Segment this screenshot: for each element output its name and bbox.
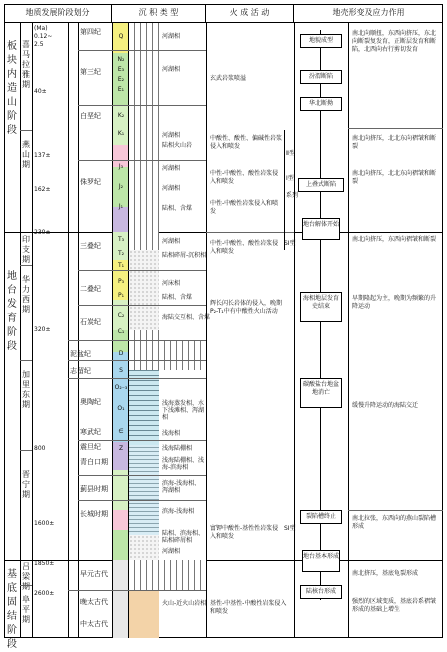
sub-divider — [20, 265, 32, 266]
lithology-column — [129, 445, 159, 535]
row-line — [78, 160, 206, 161]
deposit-label: 滨海-浅海相、泻湖相 — [162, 480, 201, 494]
subperiod-label: 阜平期 — [22, 595, 30, 624]
col-divider — [20, 22, 21, 638]
age-tick: 320± — [34, 326, 51, 333]
deposit-label: 河湖相 — [162, 185, 181, 192]
deposit-label: 浅海陆棚相 — [162, 445, 193, 452]
stress-note: 南北挤压，基底龟裂形成 — [352, 570, 419, 577]
structure-box: 地台解体开始 — [302, 218, 340, 240]
age-tick: 1850± — [34, 560, 55, 567]
structure-box: 陆核台形成 — [300, 585, 342, 599]
structure-box: 地貌成型 — [300, 34, 342, 48]
strata-code: J₁ — [118, 203, 124, 210]
sub-divider — [20, 130, 32, 131]
header-stage: 地质发展阶段划分 — [4, 4, 112, 22]
strata-system: 白垩纪 — [80, 112, 101, 120]
stress-note: 南北向挤压，北北东向褶皱和断裂 — [352, 170, 437, 185]
strata-code: N₂ — [117, 56, 125, 63]
stress-note: 缓慢升降运动的海陆交迁 — [352, 402, 419, 409]
row-line — [68, 590, 206, 591]
strata-system: 晚太古代 — [80, 598, 108, 606]
volcanic-note: 中酸性、酸性、偏碱性岩浆侵入和喷发 — [210, 135, 283, 150]
strata-system: 志留纪 — [70, 367, 91, 375]
volcanic-note: 中性-中酸性岩浆侵入和喷发 — [210, 200, 279, 215]
strata-system: 三叠纪 — [80, 242, 101, 250]
table-frame — [4, 4, 443, 650]
header-divider — [4, 22, 443, 23]
age-tick: 800 — [34, 445, 46, 452]
col-divider — [78, 22, 79, 638]
col-divider — [32, 22, 33, 638]
subperiod-label: 华力西期 — [22, 275, 30, 314]
structure-box: 地台基本形成 — [302, 550, 340, 572]
strata-system: 石炭纪 — [80, 318, 101, 326]
stress-note: 强烈的区域变质，基底岩系褶皱形成的基础上增生 — [352, 598, 437, 613]
strat-fill — [113, 207, 128, 232]
stress-note: 南北拉张，东西向的燕山裂陷槽形成 — [352, 515, 437, 530]
deposit-label: 火山-近火山岩相 — [162, 600, 207, 607]
deposit-label: 滨海-浅海相 — [162, 508, 195, 515]
deposit-label: 河床相 — [162, 280, 181, 287]
strata-code: C₁ — [117, 328, 125, 335]
strata-code: E₂ — [117, 76, 125, 83]
deposit-label: 海陆交互相、含煤 — [162, 314, 211, 321]
strata-code: Z — [118, 445, 124, 452]
subperiod-label: 吕梁期 — [22, 562, 30, 591]
structure-box: 裂陷槽终止 — [300, 510, 342, 524]
deposit-label: 浅海蒸发相、水下浅滩相、泻湖相 — [162, 400, 205, 421]
age-tick: 40± — [34, 88, 47, 95]
strata-system: 青白口期 — [80, 458, 108, 466]
volcanic-tag: SI型 — [284, 525, 296, 532]
strata-system: 中太古代 — [80, 620, 108, 628]
strata-code: P₁ — [117, 292, 125, 299]
strata-code: Q — [118, 33, 124, 40]
row-line — [348, 510, 443, 511]
era-label: 基底固结阶段 — [7, 569, 17, 650]
header-volcanic: 火 成 活 动 — [206, 4, 294, 22]
stress-note: 南北向顺扭，东西向挤压，东北向断裂复发育，正断层发育和断陷，北西向右行剪切发育 — [352, 30, 437, 53]
age-tick: 137± — [34, 152, 51, 159]
strata-code: D — [118, 350, 124, 357]
volcanic-tag: 系列 — [286, 192, 299, 199]
strata-code: J₂ — [118, 183, 124, 190]
header-structure: 地壳形变及应力作用 — [332, 8, 405, 17]
strata-system: 二叠纪 — [80, 285, 101, 293]
structure-box: 海相地层发育史结束 — [300, 292, 342, 322]
strata-system: 寒武纪 — [80, 428, 101, 436]
row-line — [78, 105, 206, 106]
sub-divider — [20, 450, 32, 451]
strata-code: E₃ — [117, 66, 125, 73]
sub-divider — [20, 360, 32, 361]
strat-fill — [113, 105, 128, 145]
strata-code: T₁ — [117, 262, 125, 269]
subperiod-label: 晋宁期 — [22, 470, 30, 499]
row-line — [78, 440, 206, 441]
subperiod-label: 印支期 — [22, 235, 30, 264]
lithology-column — [129, 535, 159, 560]
row-line — [78, 500, 206, 501]
deposit-label: 河湖相 — [162, 548, 181, 555]
strata-system: 震旦纪 — [80, 443, 101, 451]
row-line — [68, 340, 206, 341]
deposit-label: 河湖相 — [162, 165, 181, 172]
strata-code: K₁ — [117, 130, 125, 137]
subperiod-label: 加里东期 — [22, 370, 30, 409]
deposit-label: 浅海相 — [162, 430, 181, 437]
bracket-line — [284, 130, 285, 250]
strata-system: 第三纪 — [80, 68, 101, 76]
strat-fill — [113, 510, 128, 530]
deposit-label: 陆相火山岩 — [162, 142, 193, 149]
strata-code: T₂ — [117, 250, 125, 257]
structure-box: 碳酸盐台地盆地消亡 — [300, 378, 342, 408]
volcanic-tag: SI型 — [284, 240, 296, 247]
strata-system: 第四纪 — [80, 28, 101, 36]
strata-code: J₃ — [118, 163, 124, 170]
volcanic-note: 玄武岩浆喷溢 — [210, 75, 247, 82]
col-divider — [68, 22, 69, 638]
volcanic-tag: Ⅰ型 — [286, 175, 294, 182]
strata-code: ∈ — [118, 428, 124, 435]
lithology-column — [129, 590, 159, 638]
strata-system: 泥盆纪 — [70, 350, 91, 358]
subperiod-label: 燕山期 — [22, 140, 30, 169]
deposit-label: 陆相、含煤 — [162, 294, 193, 301]
stress-note: 南北向挤压，北北东向褶皱和断裂 — [352, 135, 437, 150]
structure-box: 华北断拗 — [300, 97, 342, 111]
volcanic-note: 基性-中基性-中酸性岩浆侵入和喷发 — [210, 600, 287, 615]
strata-system: 奥陶纪 — [80, 398, 101, 406]
strata-system: 长城时期 — [80, 510, 108, 518]
deposit-label: 河湖相 — [162, 66, 181, 73]
subperiod-label: 喜马拉雅期 — [22, 40, 30, 89]
strata-code: E₁ — [117, 86, 125, 93]
era-divider — [4, 560, 443, 561]
volcanic-note: 中性-中酸性、酸性岩浆侵入和喷发 — [210, 240, 279, 255]
strata-code: T₃ — [117, 236, 125, 243]
deposit-label: 河湖相 — [162, 33, 181, 40]
age-tick: 162± — [34, 186, 51, 193]
strata-code: S — [119, 367, 123, 374]
row-line — [78, 475, 206, 476]
row-line — [78, 50, 206, 51]
strat-fill — [113, 560, 128, 638]
strata-code: P₃ — [117, 278, 125, 285]
unit-label: (Ma) — [34, 25, 48, 32]
structure-box: 汾渭断陷 — [300, 70, 342, 84]
col-divider — [206, 22, 207, 638]
age-tick: 0.12~ — [34, 33, 53, 40]
volcanic-note: 富钾中酸性-基性性岩浆侵入和喷发 — [210, 525, 279, 540]
lithology-column — [129, 560, 206, 590]
row-line — [68, 378, 206, 379]
age-tick: 230± — [34, 229, 51, 236]
deposit-label: 浅海陆棚相、浅海-滨海相 — [162, 457, 205, 471]
col-divider — [348, 22, 349, 638]
row-line — [78, 305, 206, 306]
era-label: 板块内造山阶段 — [7, 41, 17, 136]
row-line — [206, 232, 294, 233]
age-tick: 2.5 — [34, 41, 44, 48]
strata-system: 早元古代 — [80, 570, 108, 578]
header-sediment: 沉 积 类 型 — [112, 4, 206, 22]
strata-system: 蓟县时期 — [80, 485, 108, 493]
lithology-column — [129, 250, 159, 330]
strata-code: O₁ — [117, 405, 125, 412]
strata-system: 侏罗纪 — [80, 178, 101, 186]
lithology-column — [129, 340, 206, 370]
sub-divider — [20, 585, 32, 586]
strat-fill — [113, 470, 128, 510]
structure-box: 上叠式断陷 — [298, 178, 344, 192]
lithology-column — [129, 370, 159, 445]
strat-fill — [113, 530, 128, 560]
deposit-label: 河湖相 — [162, 132, 181, 139]
deposit-label: 陆相碎屑-沉积相 — [162, 252, 207, 259]
col-divider — [294, 22, 295, 638]
age-tick: 2600± — [34, 590, 55, 597]
deposit-label: 陆相、滨海相、陆相碎屑相 — [162, 530, 205, 544]
strata-code: C₂ — [117, 312, 125, 319]
stress-note: 南北向挤压，东西向褶皱和断裂 — [352, 236, 437, 243]
volcanic-note: 辉长闪长岩体的侵入，晚期P₂-T₁中有中酸性火山活动 — [210, 300, 283, 315]
deposit-label: 河湖相 — [162, 238, 181, 245]
deposit-label: 陆相、含煤 — [162, 205, 193, 212]
age-tick: 1600± — [34, 520, 55, 527]
row-line — [78, 270, 206, 271]
volcanic-note: 中性-中酸性、酸性岩浆侵入和喷发 — [210, 170, 279, 185]
era-label: 地台发育阶段 — [7, 271, 17, 352]
volcanic-tag: Ⅱ型 — [286, 150, 295, 157]
strata-code: K₂ — [117, 112, 125, 119]
stress-note: 早期隆起为主，晚期为频繁的升降运动 — [352, 295, 437, 310]
row-line — [348, 128, 443, 129]
row-line — [68, 360, 206, 361]
strata-code: O₂₋₃ — [114, 384, 128, 391]
